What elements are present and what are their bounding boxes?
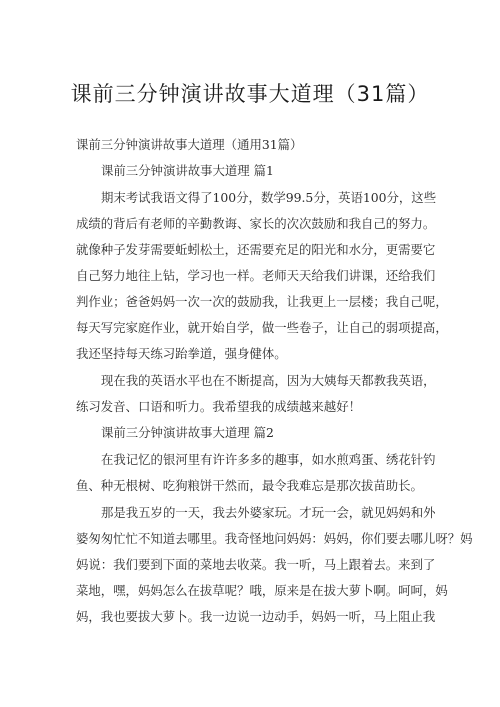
body-line: 就像种子发芽需要蚯蚓松土，还需要充足的阳光和水分，更需要它	[76, 242, 436, 257]
body-line: 自己努力地往上钻，学习也一样。老师天天给我们讲课，还给我们	[76, 268, 436, 283]
body-line: 练习发音、口语和听力。我希望我的成绩越来越好！	[76, 399, 361, 414]
body-line: 我还坚持每天练习跆拳道，强身健体。	[76, 346, 287, 361]
body-line: 每天写完家庭作业，就开始自学，做一些卷子，让自己的弱项提高，	[76, 320, 448, 335]
body-line: 菜地，嘿，妈妈怎么在拔草呢？哦，原来是在拔大萝卜啊。呵呵，妈	[76, 583, 448, 598]
body-line: 妈，我也要拔大萝卜。我一边说一边动手，妈妈一听，马上阻止我	[76, 609, 436, 624]
body-line: 成绩的背后有老师的辛勤教诲、家长的次次鼓励和我自己的努力。	[76, 216, 436, 231]
body-line: 妈说：我们要到下面的菜地去收菜。我一听，马上跟着去。来到了	[76, 557, 436, 572]
body-line: 现在我的英语水平也在不断提高，因为大姨每天都教我英语，	[101, 373, 436, 388]
section-heading-2: 课前三分钟演讲故事大道理 篇2	[101, 425, 274, 440]
body-line: 鱼、种无根树、吃狗粮饼干然而，最令我难忘是那次拔苗助长。	[76, 478, 423, 493]
body-line: 判作业；爸爸妈妈一次一次的鼓励我，让我更上一层楼；我自己呢，	[76, 294, 448, 309]
section-heading-1: 课前三分钟演讲故事大道理 篇1	[101, 163, 274, 178]
body-line: 那是我五岁的一天，我去外婆家玩。才玩一会，就见妈妈和外	[101, 505, 436, 520]
body-line: 婆匆匆忙忙不知道去哪里。我奇怪地问妈妈：妈妈，你们要去哪儿呀？妈	[76, 531, 473, 546]
body-line: 在我记忆的银河里有许许多多的趣事，如水煎鸡蛋、绣花针钓	[101, 452, 436, 467]
subtitle-line: 课前三分钟演讲故事大道理（通用31篇）	[76, 137, 303, 152]
document-title: 课前三分钟演讲故事大道理（31篇）	[70, 82, 430, 106]
body-line: 期末考试我语文得了100分，数学99.5分，英语100分，这些	[101, 190, 437, 205]
